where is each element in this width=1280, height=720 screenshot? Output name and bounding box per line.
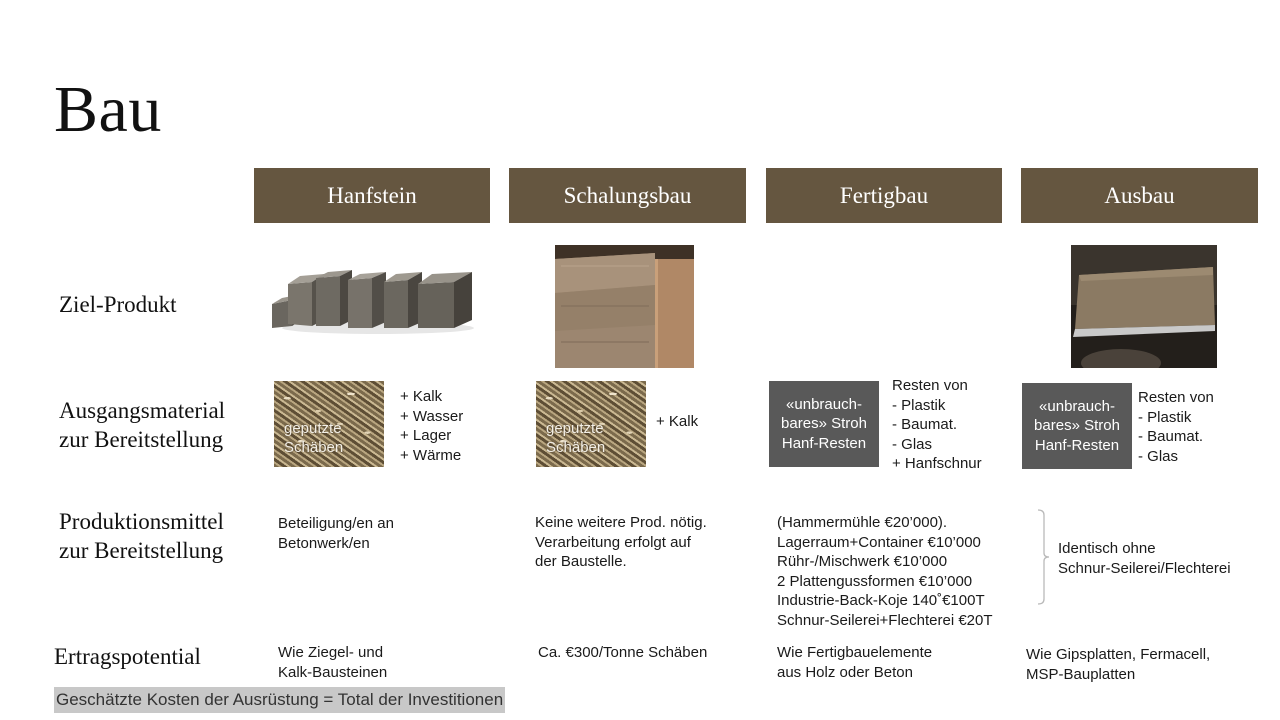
schalungsbau-production: Keine weitere Prod. nötig. Verarbeitung erfolgt auf der Baustelle. (535, 514, 707, 570)
bracket-icon (1036, 509, 1050, 605)
row-label-ziel-produkt: Ziel-Produkt (59, 292, 177, 317)
hemp-board-image (1071, 245, 1217, 368)
ausbau-production: Identisch ohne Schnur-Seilerei/Flechterei (1058, 540, 1231, 577)
column-header-schalungsbau: Schalungsbau (509, 168, 746, 223)
ausbau-ingredients: Resten von - Plastik - Baumat. - Glas (1138, 389, 1214, 465)
hemp-shives-image-2 (536, 381, 646, 467)
row-label-ertragspotential: Ertragspotential (54, 644, 201, 669)
schalungsbau-yield: Ca. €300/Tonne Schäben (538, 644, 708, 661)
rammed-hemp-wall-image (555, 245, 694, 368)
column-header-hanfstein: Hanfstein (254, 168, 490, 223)
cost-note: Geschätzte Kosten der Ausrüstung = Total der Investitionen (54, 687, 505, 713)
fertigbau-straw-box: «unbrauch- bares» Stroh Hanf-Resten (769, 381, 879, 467)
hemp-bricks-image (268, 262, 476, 336)
hanfstein-ingredients: + Kalk + Wasser + Lager + Wärme (400, 388, 464, 464)
hanfstein-production: Beteiligung/en an Betonwerk/en (278, 515, 394, 552)
hanfstein-yield: Wie Ziegel- und Kalk-Bausteinen (278, 644, 388, 681)
row-label-ausgangsmaterial: Ausgangsmaterial zur Bereitstellung (59, 398, 226, 452)
page-title: Bau (54, 73, 162, 146)
row-label-produktionsmittel: Produktionsmittel zur Bereitstellung (59, 509, 224, 563)
ausbau-straw-box: «unbrauch- bares» Stroh Hanf-Resten (1022, 383, 1132, 469)
fertigbau-ingredients: Resten von - Plastik - Baumat. - Glas + Hanfschnur (892, 377, 982, 472)
ausbau-yield: Wie Gipsplatten, Fermacell, MSP-Bauplatten (1026, 646, 1211, 683)
hemp-shives-image (274, 381, 384, 467)
column-header-ausbau: Ausbau (1021, 168, 1258, 223)
fertigbau-yield: Wie Fertigbauelemente aus Holz oder Beton (777, 644, 933, 681)
hemp-shives-caption-2: geputzte Schäben (546, 420, 606, 456)
fertigbau-production: (Hammermühle €20’000). Lagerraum+Container €10’000 Rühr-/Mischwerk €10’000 2 Plattengussformen €10’000 Industrie-Back-Koje 140˚€100T Schnur-Seilerei+Flechterei €20T (777, 514, 993, 629)
column-header-fertigbau: Fertigbau (766, 168, 1002, 223)
hemp-shives-caption: geputzte Schäben (284, 420, 344, 456)
schalungsbau-ingredients: + Kalk (656, 413, 699, 430)
